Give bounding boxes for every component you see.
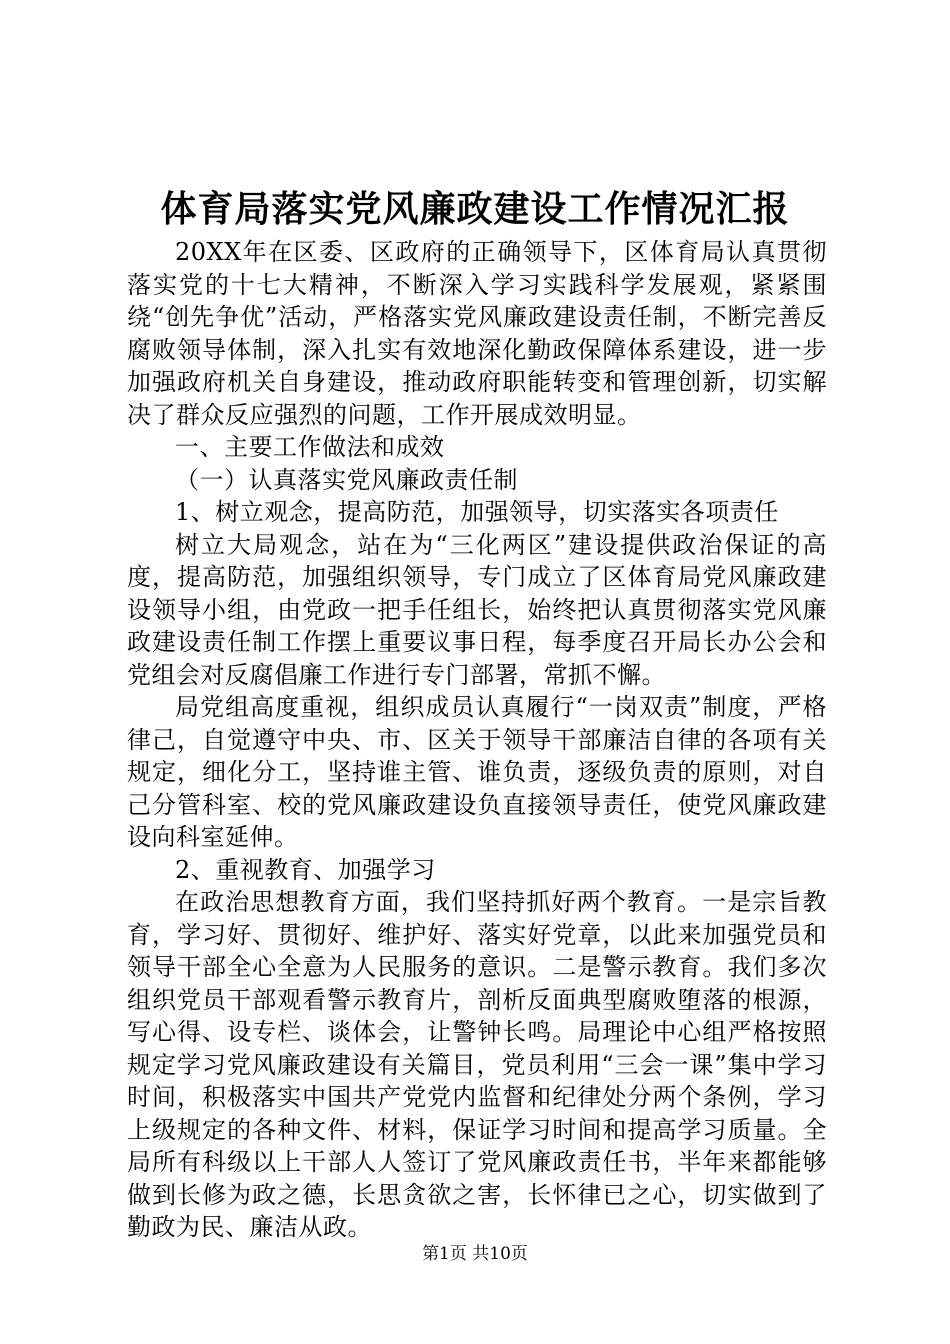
item-heading-1: 1、树立观念，提高防范，加强领导，切实落实各项责任: [175, 498, 779, 526]
section-heading-1: 一、主要工作做法和成效: [175, 433, 445, 461]
subsection-heading-1: （一）认真落实党风廉政责任制: [175, 465, 518, 494]
paragraph-body-1: 树立大局观念，站在为“三化两区”建设提供政治保证的高度，提高防范，加强组织领导，专门成立了区体育局党风廉政建设领导小组，由党政一把手任组长，始终把认真贯彻落实党风廉政建设责任制工作摆上重要议事日程，每季度召开局长办公会和党组会对反腐倡廉工作进行专门部署，常抓不懈。: [127, 530, 827, 689]
paragraph-body-2: 局党组高度重视，组织成员认真履行“一岗双责”制度，严格律己，自觉遵守中央、市、区关于领导干部廉洁自律的各项有关规定，细化分工，坚持谁主管、谁负责，逐级负责的原则，对自己分管科室、校的党风廉政建设负直接领导责任，使党风廉政建设向科室延伸。: [127, 693, 827, 851]
paragraph-intro: 20XX年在区委、区政府的正确领导下，区体育局认真贯彻落实党的十七大精神，不断深入学习实践科学发展观，紧紧围绕“创先争优”活动，严格落实党风廉政建设责任制，不断完善反腐败领导体制，深入扎实有效地深化勤政保障体系建设，进一步加强政府机关自身建设，推动政府职能转变和管理创新，切实解决了群众反应强烈的问题，工作开展成效明显。: [127, 238, 827, 429]
paragraph-body-3: 在政治思想教育方面，我们坚持抓好两个教育。一是宗旨教育，学习好、贯彻好、维护好、落实好党章，以此来加强党员和领导干部全心全意为人民服务的意识。二是警示教育。我们多次组织党员干部观看警示教育片，剖析反面典型腐败堕落的根源，写心得、设专栏、谈体会，让警钟长鸣。局理论中心组严格按照规定学习党风廉政建设有关篇目，党员利用“三会一课”集中学习时间，积极落实中国共产党党内监督和纪律处分两个条例，学习上级规定的各种文件、材料，保证学习时间和提高学习质量。全局所有科级以上干部人人签订了党风廉政责任书，半年来都能够做到长修为政之德，长思贪欲之害，长怀律已之心，切实做到了勤政为民、廉洁从政。: [127, 888, 827, 1241]
item-heading-2: 2、重视教育、加强学习: [175, 855, 436, 884]
document-title: 体育局落实党风廉政建设工作情况汇报: [160, 188, 790, 230]
page-footer: 第1页 共10页: [422, 1244, 528, 1264]
document-body: [127, 236, 827, 1244]
